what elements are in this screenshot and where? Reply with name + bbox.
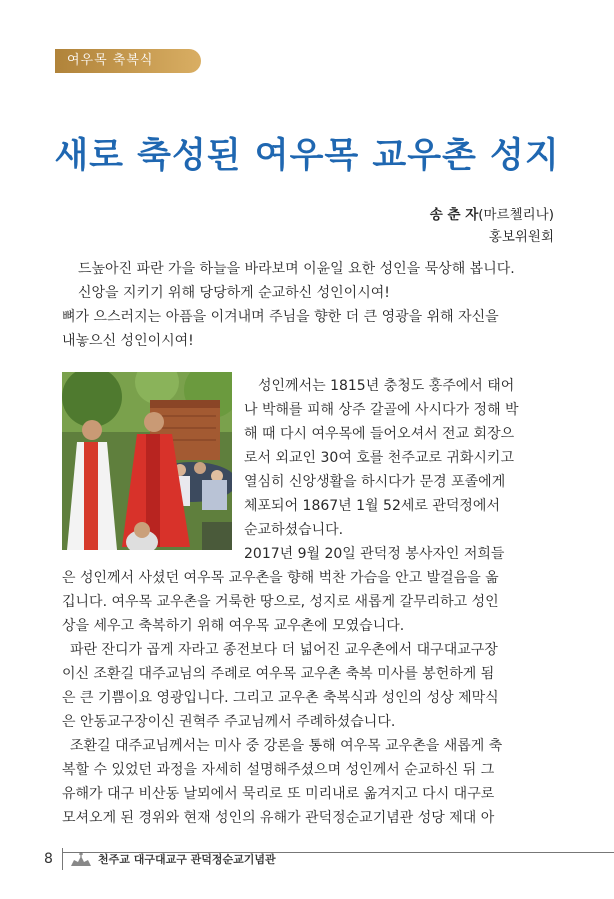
church-logo-icon <box>70 851 92 867</box>
page-number: 8 <box>44 851 53 867</box>
author-baptismal-name: (마르첼리나) <box>478 207 554 223</box>
author-line <box>430 204 554 226</box>
section-tag: 여우목 축복식 <box>55 49 201 73</box>
footer-vertical-divider <box>62 848 63 870</box>
ceremony-photo-illustration <box>62 372 232 550</box>
intro-line: 드높아진 파란 가을 하늘을 바라보며 이윤일 요한 성인을 묵상해 봅니다. <box>78 261 515 277</box>
body-line: 2017년 9월 20일 관덕정 봉사자인 저희들 <box>244 546 505 562</box>
body-line: 성인께서는 1815년 충청도 홍주에서 태어 <box>258 378 515 394</box>
body-line: 은 안동교구장이신 권혁주 주교님께서 주례하셨습니다. <box>62 714 396 730</box>
author-name: 송 춘 자 <box>429 207 479 223</box>
ceremony-photo <box>62 372 232 550</box>
body-line: 복할 수 있었던 과정을 자세히 설명해주셨으며 성인께서 순교하신 뒤 그 <box>62 762 495 778</box>
body-line: 해 때 다시 여우목에 들어오셔서 전교 회장으 <box>244 426 515 442</box>
author-role: 홍보위원회 <box>488 229 554 245</box>
body-line: 조환길 대주교님께서는 미사 중 강론을 통해 여우목 교우촌을 새롭게 축 <box>70 738 503 754</box>
body-line: 이신 조환길 대주교님의 주례로 여우목 교우촌 축복 미사를 봉헌하게 됨 <box>62 666 495 682</box>
page-title: 새로 축성된 여우목 교우촌 성지 <box>54 136 560 176</box>
intro-line: 뼈가 으스러지는 아픔을 이겨내며 주님을 향한 더 큰 영광을 위해 자신을 <box>62 309 499 325</box>
body-line: 은 성인께서 사셨던 여우목 교우촌을 향해 벅찬 가슴을 안고 발걸음을 옮 <box>62 570 499 586</box>
body-line: 파란 잔디가 곱게 자라고 종전보다 더 넓어진 교우촌에서 대구대교구장 <box>70 642 498 658</box>
body-line: 나 박해를 피해 상주 갈골에 사시다가 정해 박 <box>244 402 519 418</box>
author-block <box>430 204 554 248</box>
footer-publisher: 천주교 대구대교구 관덕정순교기념관 <box>98 853 276 866</box>
body-line: 깁니다. 여우목 교우촌을 거룩한 땅으로, 성지로 새롭게 갈무리하고 성인 <box>62 594 499 610</box>
body-line: 체포되어 1867년 1월 52세로 관덕정에서 <box>244 498 500 514</box>
body-line: 상을 세우고 축복하기 위해 여우목 교우촌에 모였습니다. <box>62 618 405 634</box>
body-line: 로서 외교인 30여 호를 천주교로 귀화시키고 <box>244 450 514 466</box>
body-line: 순교하셨습니다. <box>244 522 344 538</box>
body-line: 유해가 대구 비산동 날뫼에서 묵리로 또 미리내로 옮겨지고 다시 대구로 <box>62 786 495 802</box>
body-line: 열심히 신앙생활을 하시다가 문경 포졸에게 <box>244 474 506 490</box>
intro-line: 내놓으신 성인이시여! <box>62 333 194 349</box>
body-line: 은 큰 기쁨이요 영광입니다. 그리고 교우촌 축복식과 성인의 성상 제막식 <box>62 690 499 706</box>
intro-line: 신앙을 지키기 위해 당당하게 순교하신 성인이시여! <box>78 285 390 301</box>
body-line: 모셔오게 된 경위와 현재 성인의 유해가 관덕정순교기념관 성당 제대 아 <box>62 810 495 826</box>
